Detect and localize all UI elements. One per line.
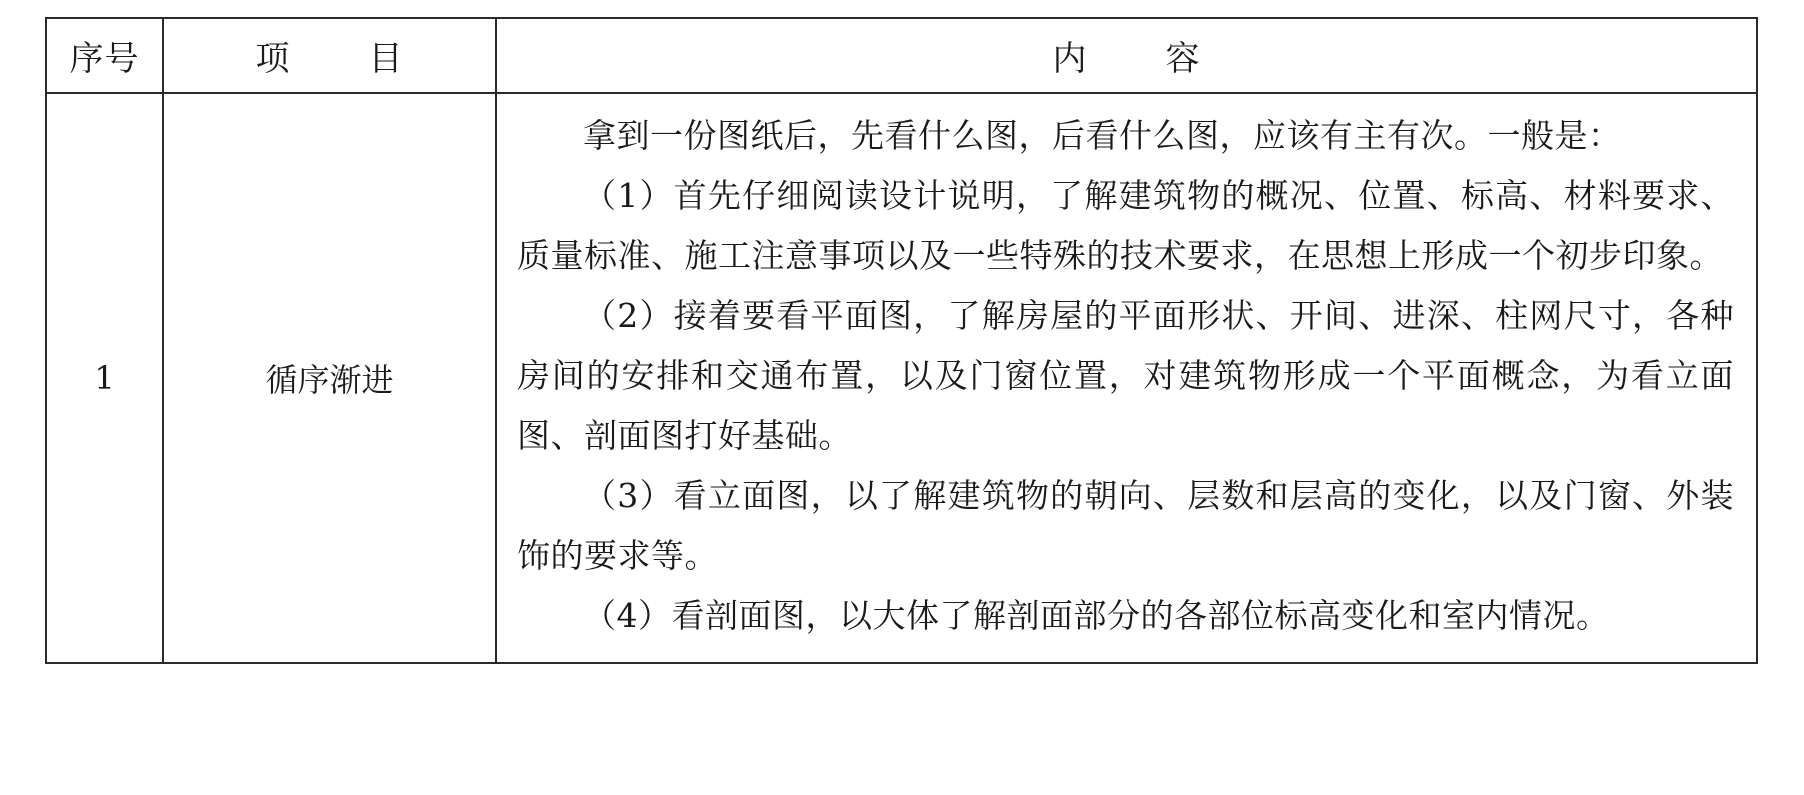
- row-number: 1: [46, 93, 163, 663]
- header-content-label-part1: 内: [1052, 39, 1088, 79]
- header-item: [163, 18, 496, 93]
- content-paragraph-3: （3）看立面图，以了解建筑物的朝向、层数和层高的变化，以及门窗、外装饰的要求等。: [517, 476, 1734, 575]
- content-table: [45, 17, 1758, 664]
- content-paragraph-1: （1）首先仔细阅读设计说明，了解建筑物的概况、位置、标高、材料要求、质量标准、施工注意事项以及一些特殊的技术要求，在思想上形成一个初步印象。: [517, 176, 1734, 275]
- header-content-label-part2: 容: [1165, 39, 1201, 79]
- header-item-label-part1: 项: [255, 39, 291, 79]
- row-item: 循序渐进: [163, 93, 496, 663]
- header-content: [496, 18, 1757, 93]
- table-header: [46, 18, 1757, 93]
- table-body: [46, 93, 1757, 663]
- table-row: [46, 93, 1757, 663]
- header-item-label-part2: 目: [368, 39, 404, 79]
- header-row: [46, 18, 1757, 93]
- content-paragraph-intro: 拿到一份图纸后，先看什么图，后看什么图，应该有主有次。一般是：: [583, 116, 1622, 155]
- content-paragraph-2: （2）接着要看平面图，了解房屋的平面形状、开间、进深、柱网尺寸，各种房间的安排和交通布置，以及门窗位置，对建筑物形成一个平面概念，为看立面图、剖面图打好基础。: [517, 296, 1734, 455]
- row-content: [496, 93, 1757, 663]
- header-no: [46, 18, 163, 93]
- content-paragraph-4: （4）看剖面图，以大体了解剖面部分的各部位标高变化和室内情况。: [583, 596, 1610, 635]
- header-no-label: 序号: [69, 39, 140, 79]
